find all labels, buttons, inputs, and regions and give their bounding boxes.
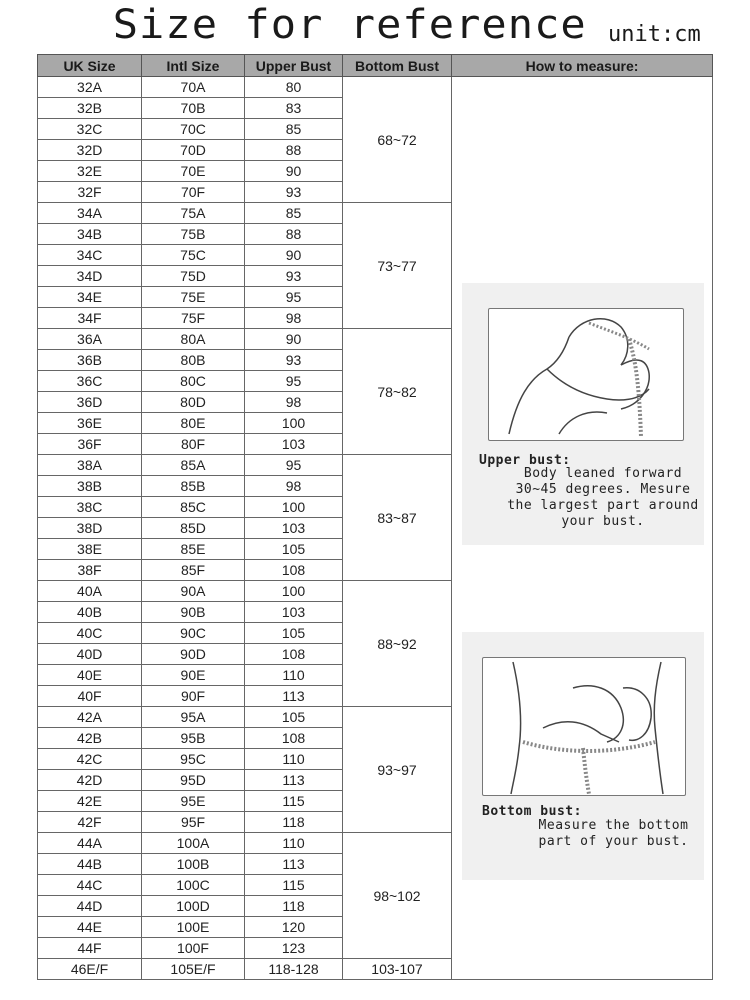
intl-size-cell: 95F [142,812,245,833]
how-to-measure-panel [452,77,713,979]
size-table [37,54,713,980]
bottom-bust-cell: 68~72 [343,77,452,203]
intl-size-cell: 75D [142,266,245,287]
uk-size-cell: 40B [38,602,142,623]
bottom-bust-cell: 98~102 [343,833,452,959]
uk-size-cell: 42E [38,791,142,812]
uk-size-cell: 36B [38,350,142,371]
uk-size-cell: 38C [38,497,142,518]
upper-bust-figure-icon [489,309,683,440]
bottom-bust-cell: 88~92 [343,581,452,707]
intl-size-cell: 85B [142,476,245,497]
bottom-bust-figure-icon [483,658,685,795]
upper-bust-cell: 113 [245,770,343,791]
upper-bust-cell: 115 [245,875,343,896]
intl-size-cell: 90B [142,602,245,623]
upper-bust-cell: 100 [245,497,343,518]
upper-bust-cell: 90 [245,161,343,182]
intl-size-cell: 85C [142,497,245,518]
upper-bust-cell: 110 [245,749,343,770]
bottom-bust-cell: 103-107 [343,959,452,980]
upper-bust-cell: 95 [245,455,343,476]
upper-bust-illustration [488,308,684,441]
bottom-bust-instructions: Measure the bottom part of your bust. [538,818,689,849]
upper-bust-cell: 90 [245,245,343,266]
intl-size-cell: 85E [142,539,245,560]
upper-bust-cell: 98 [245,476,343,497]
uk-size-cell: 38A [38,455,142,476]
intl-size-cell: 80C [142,371,245,392]
intl-size-cell: 70F [142,182,245,203]
uk-size-cell: 46E/F [38,959,142,980]
uk-size-cell: 44B [38,854,142,875]
uk-size-cell: 42C [38,749,142,770]
upper-bust-cell: 80 [245,77,343,98]
upper-bust-guide [462,283,704,545]
uk-size-cell: 34F [38,308,142,329]
upper-bust-cell: 103 [245,602,343,623]
upper-bust-cell: 98 [245,308,343,329]
intl-size-cell: 80A [142,329,245,350]
upper-bust-cell: 93 [245,350,343,371]
intl-size-cell: 75B [142,224,245,245]
table-header-row [38,55,713,77]
intl-size-cell: 100B [142,854,245,875]
upper-bust-cell: 93 [245,182,343,203]
intl-size-cell: 85F [142,560,245,581]
upper-bust-cell: 95 [245,371,343,392]
upper-bust-cell: 113 [245,854,343,875]
intl-size-cell: 85D [142,518,245,539]
col-header-intl-size: Intl Size [142,55,245,77]
upper-bust-cell: 110 [245,833,343,854]
uk-size-cell: 40F [38,686,142,707]
uk-size-cell: 38B [38,476,142,497]
upper-bust-cell: 85 [245,203,343,224]
uk-size-cell: 32A [38,77,142,98]
upper-bust-title: Upper bust: [479,453,571,468]
uk-size-cell: 40D [38,644,142,665]
intl-size-cell: 90F [142,686,245,707]
upper-bust-cell: 108 [245,644,343,665]
bottom-bust-cell: 93~97 [343,707,452,833]
uk-size-cell: 42A [38,707,142,728]
upper-bust-cell: 90 [245,329,343,350]
upper-bust-cell: 115 [245,791,343,812]
upper-bust-cell: 118 [245,896,343,917]
uk-size-cell: 40E [38,665,142,686]
upper-bust-instructions: Body leaned forward 30~45 degrees. Mesure the largest part around your bust. [507,466,699,529]
upper-bust-cell: 118-128 [245,959,343,980]
uk-size-cell: 32B [38,98,142,119]
col-header-how-to-measure: How to measure: [452,55,713,77]
intl-size-cell: 95D [142,770,245,791]
upper-bust-cell: 108 [245,728,343,749]
intl-size-cell: 90C [142,623,245,644]
uk-size-cell: 36F [38,434,142,455]
page-title: Size for reference [112,2,588,48]
intl-size-cell: 100F [142,938,245,959]
intl-size-cell: 75F [142,308,245,329]
upper-bust-cell: 85 [245,119,343,140]
col-header-bottom-bust: Bottom Bust [343,55,452,77]
intl-size-cell: 100D [142,896,245,917]
bottom-bust-guide [462,632,704,880]
uk-size-cell: 44D [38,896,142,917]
upper-bust-cell: 110 [245,665,343,686]
bottom-bust-illustration [482,657,686,796]
intl-size-cell: 80F [142,434,245,455]
uk-size-cell: 34D [38,266,142,287]
intl-size-cell: 95E [142,791,245,812]
upper-bust-cell: 113 [245,686,343,707]
intl-size-cell: 70E [142,161,245,182]
upper-bust-cell: 103 [245,518,343,539]
uk-size-cell: 32D [38,140,142,161]
upper-bust-cell: 120 [245,917,343,938]
bottom-bust-title: Bottom bust: [482,804,582,819]
uk-size-cell: 36C [38,371,142,392]
intl-size-cell: 105E/F [142,959,245,980]
uk-size-cell: 32F [38,182,142,203]
intl-size-cell: 95C [142,749,245,770]
intl-size-cell: 80E [142,413,245,434]
upper-bust-cell: 105 [245,707,343,728]
uk-size-cell: 34B [38,224,142,245]
intl-size-cell: 80D [142,392,245,413]
uk-size-cell: 44E [38,917,142,938]
intl-size-cell: 70A [142,77,245,98]
intl-size-cell: 100C [142,875,245,896]
uk-size-cell: 34A [38,203,142,224]
uk-size-cell: 42B [38,728,142,749]
intl-size-cell: 95A [142,707,245,728]
upper-bust-cell: 83 [245,98,343,119]
intl-size-cell: 95B [142,728,245,749]
bottom-bust-cell: 83~87 [343,455,452,581]
uk-size-cell: 34C [38,245,142,266]
uk-size-cell: 44A [38,833,142,854]
upper-bust-cell: 100 [245,413,343,434]
uk-size-cell: 34E [38,287,142,308]
intl-size-cell: 85A [142,455,245,476]
upper-bust-cell: 105 [245,539,343,560]
upper-bust-cell: 108 [245,560,343,581]
uk-size-cell: 40C [38,623,142,644]
uk-size-cell: 38E [38,539,142,560]
intl-size-cell: 90E [142,665,245,686]
uk-size-cell: 42D [38,770,142,791]
intl-size-cell: 75C [142,245,245,266]
uk-size-cell: 38F [38,560,142,581]
uk-size-cell: 32E [38,161,142,182]
upper-bust-cell: 98 [245,392,343,413]
upper-bust-cell: 100 [245,581,343,602]
upper-bust-cell: 118 [245,812,343,833]
intl-size-cell: 90A [142,581,245,602]
uk-size-cell: 36D [38,392,142,413]
intl-size-cell: 70D [142,140,245,161]
intl-size-cell: 100A [142,833,245,854]
how-to-measure-cell [452,77,713,980]
uk-size-cell: 44F [38,938,142,959]
upper-bust-cell: 88 [245,224,343,245]
intl-size-cell: 70C [142,119,245,140]
upper-bust-cell: 123 [245,938,343,959]
bottom-bust-cell: 73~77 [343,203,452,329]
upper-bust-cell: 105 [245,623,343,644]
intl-size-cell: 75E [142,287,245,308]
intl-size-cell: 70B [142,98,245,119]
table-row [38,77,713,98]
upper-bust-cell: 88 [245,140,343,161]
uk-size-cell: 44C [38,875,142,896]
unit-label: unit:cm [608,22,701,47]
upper-bust-cell: 93 [245,266,343,287]
intl-size-cell: 75A [142,203,245,224]
upper-bust-cell: 103 [245,434,343,455]
uk-size-cell: 38D [38,518,142,539]
intl-size-cell: 100E [142,917,245,938]
uk-size-cell: 36A [38,329,142,350]
uk-size-cell: 40A [38,581,142,602]
intl-size-cell: 90D [142,644,245,665]
uk-size-cell: 36E [38,413,142,434]
upper-bust-cell: 95 [245,287,343,308]
col-header-upper-bust: Upper Bust [245,55,343,77]
intl-size-cell: 80B [142,350,245,371]
uk-size-cell: 42F [38,812,142,833]
bottom-bust-cell: 78~82 [343,329,452,455]
uk-size-cell: 32C [38,119,142,140]
col-header-uk-size: UK Size [38,55,142,77]
